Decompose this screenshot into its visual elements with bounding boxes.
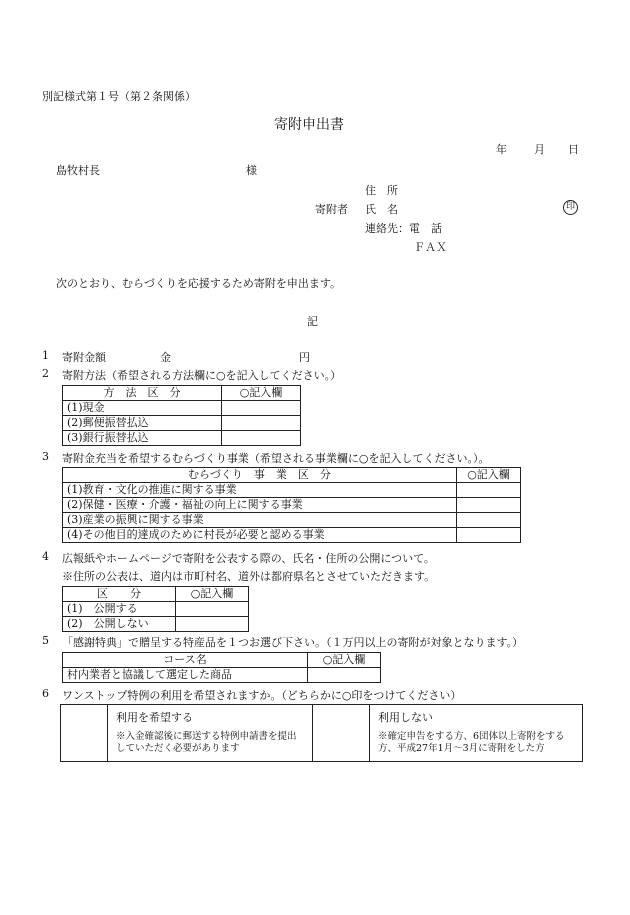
table-header: コース名 (63, 653, 308, 668)
table-cell: (2)郵便振替払込 (63, 416, 222, 431)
table-header: ○記入欄 (457, 468, 521, 483)
section3-number: 3 (42, 450, 49, 463)
section4-note: ※住所の公表は、道内は市町村名、道外は都府県名とさせていただきます。 (62, 570, 436, 583)
addressee: 島牧村長 (56, 164, 100, 177)
disclosure-table (62, 586, 249, 632)
seal-mark (563, 199, 578, 215)
donor-label: 寄附者 (315, 203, 348, 216)
project-table (62, 467, 521, 543)
date-day: 日 (568, 143, 579, 156)
name-label: 氏 名 (365, 203, 398, 216)
mark-cell-opt1[interactable] (61, 705, 108, 762)
section1-label: 寄附金額 (62, 351, 106, 364)
opt2-cell (370, 705, 583, 762)
table-header: ○記入欄 (176, 587, 249, 602)
table-cell: (2)保健・医療・介護・福祉の向上に関する事業 (63, 498, 457, 513)
table-row (63, 513, 521, 528)
section6-number: 6 (42, 687, 49, 700)
fax-label: ＦＡＸ (414, 241, 447, 254)
section5-label: 「感謝特典」で贈呈する特産品を１つお選び下さい。（１万円以上の寄附が対象となります。） (62, 636, 524, 649)
table-row (63, 401, 301, 416)
mark-cell[interactable] (176, 602, 249, 617)
mark-cell-opt2[interactable] (313, 705, 370, 762)
mark-cell[interactable] (222, 431, 301, 446)
opt2-title: 利用しない (378, 711, 433, 724)
form-number: 別記様式第１号（第２条関係） (42, 90, 196, 103)
opt1-cell (108, 705, 313, 762)
mark-cell[interactable] (457, 513, 521, 528)
amount-kin: 金 (160, 351, 171, 364)
table-row (63, 602, 249, 617)
amount-yen: 円 (299, 351, 310, 364)
ki-label: 記 (307, 315, 318, 328)
table-header: ○記入欄 (308, 653, 381, 668)
gift-table (62, 652, 381, 683)
table-header: 方 法 区 分 (63, 386, 222, 401)
page-title: 寄附申出書 (274, 117, 344, 133)
section6-label: ワンストップ特例の利用を希望されますか。（どちらかに○印をつけてください） (62, 689, 462, 702)
table-row (63, 528, 521, 543)
table-row (63, 668, 381, 683)
section4-label: 広報紙やホームページで寄附を公表する際の、氏名・住所の公開について。 (62, 552, 435, 565)
table-row (63, 416, 301, 431)
date-year: 年 (496, 143, 507, 156)
table-cell: (1)現金 (63, 401, 222, 416)
date-month: 月 (534, 143, 545, 156)
section1-number: 1 (42, 349, 49, 362)
table-cell: (2) 公開しない (63, 617, 176, 632)
section4-number: 4 (42, 550, 49, 563)
table-cell: (3)産業の振興に関する事業 (63, 513, 457, 528)
mark-cell[interactable] (222, 416, 301, 431)
table-row (63, 498, 521, 513)
mark-cell[interactable] (457, 528, 521, 543)
mark-cell[interactable] (308, 668, 381, 683)
one-stop-table (60, 704, 583, 762)
seal-icon: 印 (563, 200, 578, 215)
table-cell: (1)教育・文化の推進に関する事業 (63, 483, 457, 498)
mark-cell[interactable] (222, 401, 301, 416)
section2-label: 寄附方法（希望される方法欄に○を記入してください。） (62, 369, 342, 382)
mark-cell[interactable] (457, 483, 521, 498)
opt2-note: ※確定申告をする方、6団体以上寄附をする方、平成27年1月～3月に寄附をした方 (378, 731, 565, 754)
table-row (63, 483, 521, 498)
table-cell: (1) 公開する (63, 602, 176, 617)
section5-number: 5 (42, 634, 49, 647)
section3-label: 寄附金充当を希望するむらづくり事業（希望される事業欄に○を記入してください。）。 (62, 452, 490, 465)
table-row (63, 617, 249, 632)
opt1-note: ※入金確認後に郵送する特例申請書を提出していただく必要があります (116, 731, 297, 754)
mark-cell[interactable] (176, 617, 249, 632)
address-label: 住 所 (365, 184, 398, 197)
contact-label: 連絡先：電 話 (365, 222, 442, 235)
table-cell: 村内業者と協議して選定した商品 (63, 668, 308, 683)
table-cell: (4)その他目的達成のために村長が必要と認める事業 (63, 528, 457, 543)
addressee-honorific: 様 (246, 164, 257, 177)
section2-number: 2 (42, 367, 49, 380)
table-header: むらづくり 事 業 区 分 (63, 468, 457, 483)
mark-cell[interactable] (457, 498, 521, 513)
intro-text: 次のとおり、むらづくりを応援するため寄附を申出ます。 (56, 277, 342, 290)
table-header: 区 分 (63, 587, 176, 602)
table-row (63, 431, 301, 446)
table-cell: (3)銀行振替払込 (63, 431, 222, 446)
opt1-title: 利用を希望する (116, 711, 193, 724)
payment-method-table (62, 385, 301, 446)
table-header: ○記入欄 (222, 386, 301, 401)
